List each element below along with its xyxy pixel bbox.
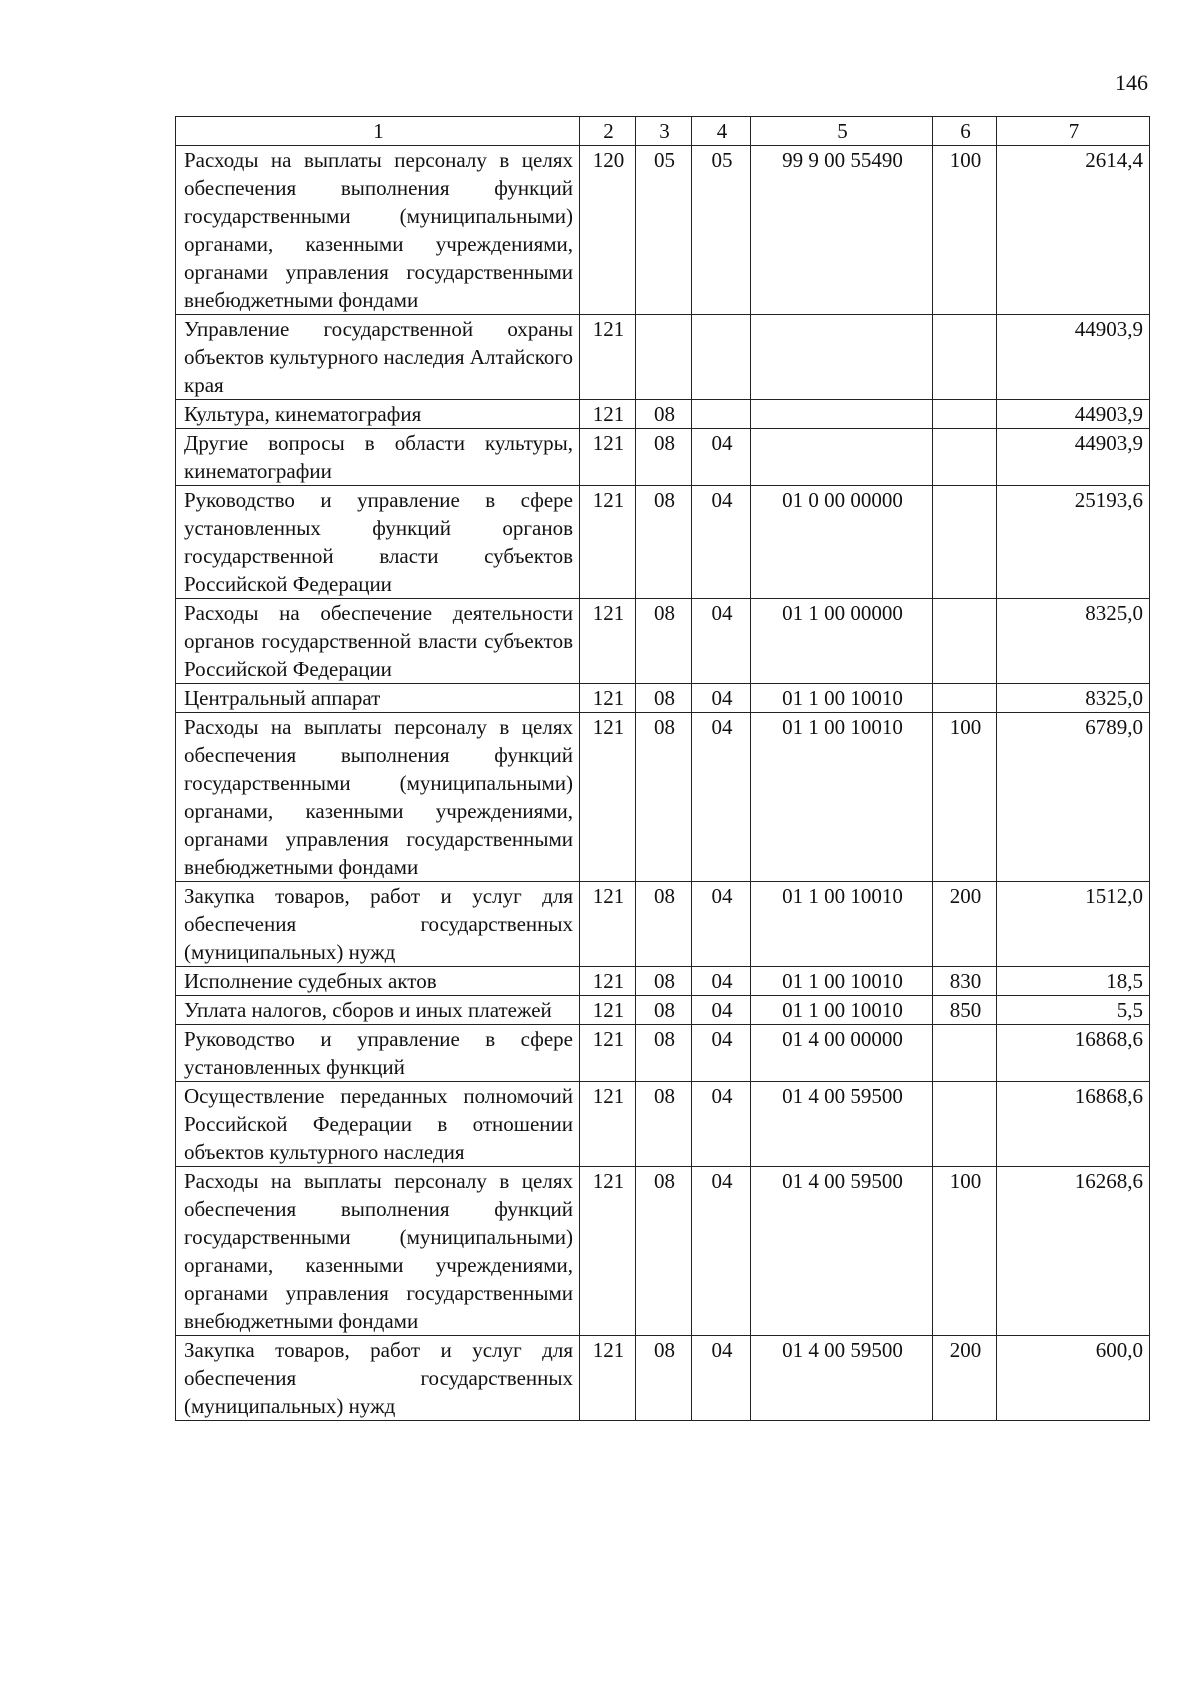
code-cell: 121: [580, 684, 636, 713]
amount-cell: 44903,9: [997, 400, 1150, 429]
amount-cell: 16868,6: [997, 1082, 1150, 1167]
description-cell: Центральный аппарат: [176, 684, 580, 713]
section-cell: 08: [636, 486, 692, 599]
description-cell: Другие вопросы в области культуры, кинематографии: [176, 429, 580, 486]
subsection-cell: 04: [692, 1082, 751, 1167]
code-cell: 121: [580, 713, 636, 882]
subsection-cell: [692, 400, 751, 429]
table-row: [176, 1167, 1150, 1336]
amount-cell: 8325,0: [997, 599, 1150, 684]
table-row: [176, 713, 1150, 882]
amount-cell: 2614,4: [997, 146, 1150, 315]
description-cell: Культура, кинематография: [176, 400, 580, 429]
amount-cell: 44903,9: [997, 429, 1150, 486]
amount-cell: 44903,9: [997, 315, 1150, 400]
code-cell: 121: [580, 315, 636, 400]
column-header-5: 5: [751, 117, 933, 146]
budget-table: [175, 116, 1150, 1421]
column-header-4: 4: [692, 117, 751, 146]
target-article-cell: [751, 400, 933, 429]
target-article-cell: 01 4 00 00000: [751, 1025, 933, 1082]
table-row: [176, 882, 1150, 967]
target-article-cell: 01 1 00 10010: [751, 684, 933, 713]
table-row: [176, 967, 1150, 996]
table-row: [176, 1025, 1150, 1082]
code-cell: 121: [580, 996, 636, 1025]
amount-cell: 600,0: [997, 1336, 1150, 1421]
target-article-cell: 01 4 00 59500: [751, 1082, 933, 1167]
table-row: [176, 996, 1150, 1025]
column-header-1: 1: [176, 117, 580, 146]
description-cell: Руководство и управление в сфере установленных функций органов государственной власти субъектов Российской Федерации: [176, 486, 580, 599]
table-row: [176, 684, 1150, 713]
subsection-cell: 04: [692, 996, 751, 1025]
subsection-cell: [692, 315, 751, 400]
description-cell: Закупка товаров, работ и услуг для обеспечения государственных (муниципальных) нужд: [176, 1336, 580, 1421]
section-cell: 08: [636, 996, 692, 1025]
expense-type-cell: [933, 400, 997, 429]
expense-type-cell: [933, 599, 997, 684]
expense-type-cell: [933, 486, 997, 599]
expense-type-cell: [933, 429, 997, 486]
code-cell: 121: [580, 429, 636, 486]
table-row: [176, 486, 1150, 599]
subsection-cell: 04: [692, 713, 751, 882]
subsection-cell: 04: [692, 684, 751, 713]
table-row: [176, 429, 1150, 486]
subsection-cell: 04: [692, 967, 751, 996]
target-article-cell: 01 1 00 00000: [751, 599, 933, 684]
description-cell: Закупка товаров, работ и услуг для обеспечения государственных (муниципальных) нужд: [176, 882, 580, 967]
section-cell: 08: [636, 1082, 692, 1167]
column-header-2: 2: [580, 117, 636, 146]
description-cell: Расходы на обеспечение деятельности органов государственной власти субъектов Российской Федерации: [176, 599, 580, 684]
expense-type-cell: 200: [933, 1336, 997, 1421]
description-cell: Осуществление переданных полномочий Российской Федерации в отношении объектов культурного наследия: [176, 1082, 580, 1167]
expense-type-cell: [933, 315, 997, 400]
code-cell: 121: [580, 486, 636, 599]
table-body: [176, 146, 1150, 1421]
section-cell: 08: [636, 599, 692, 684]
amount-cell: 18,5: [997, 967, 1150, 996]
subsection-cell: 04: [692, 1025, 751, 1082]
amount-cell: 16868,6: [997, 1025, 1150, 1082]
section-cell: 08: [636, 1025, 692, 1082]
section-cell: 08: [636, 1336, 692, 1421]
code-cell: 121: [580, 1082, 636, 1167]
amount-cell: 6789,0: [997, 713, 1150, 882]
target-article-cell: 01 4 00 59500: [751, 1167, 933, 1336]
target-article-cell: 01 4 00 59500: [751, 1336, 933, 1421]
table-row: [176, 1336, 1150, 1421]
expense-type-cell: 830: [933, 967, 997, 996]
expense-type-cell: 200: [933, 882, 997, 967]
section-cell: [636, 315, 692, 400]
code-cell: 121: [580, 1336, 636, 1421]
description-cell: Расходы на выплаты персоналу в целях обеспечения выполнения функций государственными (муниципальными) органами, казенными учреждениями, органами управления государственными внебюджетными фондами: [176, 146, 580, 315]
amount-cell: 8325,0: [997, 684, 1150, 713]
table-row: [176, 1082, 1150, 1167]
description-cell: Управление государственной охраны объектов культурного наследия Алтайского края: [176, 315, 580, 400]
expense-type-cell: [933, 1025, 997, 1082]
description-cell: Руководство и управление в сфере установленных функций: [176, 1025, 580, 1082]
expense-type-cell: 100: [933, 146, 997, 315]
expense-type-cell: [933, 684, 997, 713]
table-row: [176, 315, 1150, 400]
description-cell: Уплата налогов, сборов и иных платежей: [176, 996, 580, 1025]
expense-type-cell: 100: [933, 1167, 997, 1336]
target-article-cell: 99 9 00 55490: [751, 146, 933, 315]
code-cell: 120: [580, 146, 636, 315]
section-cell: 08: [636, 967, 692, 996]
header-row: [176, 117, 1150, 146]
table-row: [176, 146, 1150, 315]
code-cell: 121: [580, 882, 636, 967]
subsection-cell: 04: [692, 1167, 751, 1336]
table-row: [176, 400, 1150, 429]
amount-cell: 1512,0: [997, 882, 1150, 967]
expense-type-cell: [933, 1082, 997, 1167]
target-article-cell: [751, 429, 933, 486]
code-cell: 121: [580, 967, 636, 996]
target-article-cell: 01 0 00 00000: [751, 486, 933, 599]
code-cell: 121: [580, 1167, 636, 1336]
code-cell: 121: [580, 599, 636, 684]
subsection-cell: 04: [692, 486, 751, 599]
amount-cell: 5,5: [997, 996, 1150, 1025]
target-article-cell: 01 1 00 10010: [751, 882, 933, 967]
amount-cell: 16268,6: [997, 1167, 1150, 1336]
subsection-cell: 04: [692, 429, 751, 486]
section-cell: 08: [636, 1167, 692, 1336]
expense-type-cell: 850: [933, 996, 997, 1025]
page-number: 146: [1115, 70, 1148, 95]
section-cell: 08: [636, 400, 692, 429]
column-header-7: 7: [997, 117, 1150, 146]
section-cell: 08: [636, 713, 692, 882]
column-header-6: 6: [933, 117, 997, 146]
target-article-cell: [751, 315, 933, 400]
amount-cell: 25193,6: [997, 486, 1150, 599]
table-row: [176, 599, 1150, 684]
code-cell: 121: [580, 1025, 636, 1082]
code-cell: 121: [580, 400, 636, 429]
section-cell: 08: [636, 684, 692, 713]
subsection-cell: 04: [692, 882, 751, 967]
target-article-cell: 01 1 00 10010: [751, 967, 933, 996]
description-cell: Расходы на выплаты персоналу в целях обеспечения выполнения функций государственными (муниципальными) органами, казенными учреждениями, органами управления государственными внебюджетными фондами: [176, 1167, 580, 1336]
section-cell: 08: [636, 429, 692, 486]
section-cell: 08: [636, 882, 692, 967]
column-header-3: 3: [636, 117, 692, 146]
subsection-cell: 04: [692, 1336, 751, 1421]
section-cell: 05: [636, 146, 692, 315]
description-cell: Расходы на выплаты персоналу в целях обеспечения выполнения функций государственными (муниципальными) органами, казенными учреждениями, органами управления государственными внебюджетными фондами: [176, 713, 580, 882]
subsection-cell: 05: [692, 146, 751, 315]
target-article-cell: 01 1 00 10010: [751, 996, 933, 1025]
description-cell: Исполнение судебных актов: [176, 967, 580, 996]
target-article-cell: 01 1 00 10010: [751, 713, 933, 882]
subsection-cell: 04: [692, 599, 751, 684]
expense-type-cell: 100: [933, 713, 997, 882]
